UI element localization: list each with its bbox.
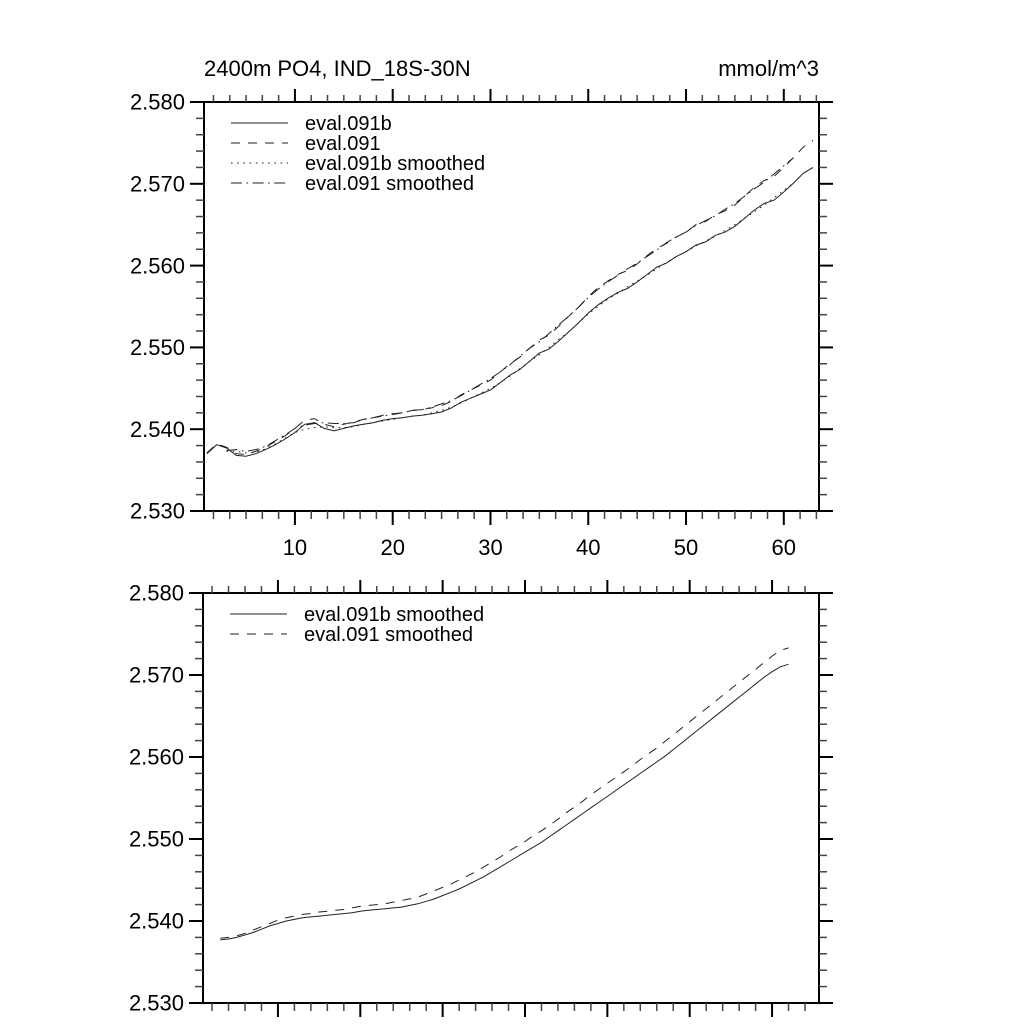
legend-label: eval.091 smoothed — [304, 624, 474, 646]
y-tick-label: 2.540 — [128, 908, 184, 934]
x-tick-label: 30 — [478, 535, 503, 560]
y-tick-label: 2.580 — [129, 89, 185, 115]
chart-title: 2400m PO4, IND_18S-30N — [204, 56, 471, 81]
series-line-eval-091 — [207, 140, 813, 454]
series-line-eval-091-smoothed — [220, 648, 788, 938]
plot-frame — [203, 593, 819, 1003]
y-tick-label: 2.550 — [129, 335, 185, 361]
units-label: mmol/m^3 — [718, 56, 819, 81]
series-line-eval-091b-smoothed — [227, 183, 794, 453]
y-tick-label: 2.560 — [129, 253, 185, 279]
x-tick-label: 40 — [576, 535, 601, 560]
y-tick-label: 2.570 — [128, 662, 184, 688]
legend-label: eval.091b smoothed — [304, 604, 485, 626]
x-tick-label: 10 — [282, 535, 308, 560]
series-line-eval-091b-smoothed — [220, 664, 788, 940]
plot-frame — [204, 102, 819, 511]
legend-label: eval.091b smoothed — [305, 153, 486, 175]
y-tick-label: 2.580 — [128, 580, 184, 606]
x-tick-label: 20 — [380, 535, 405, 560]
y-tick-label: 2.560 — [128, 744, 184, 770]
y-tick-label: 2.530 — [129, 498, 185, 524]
legend-label: eval.091 — [305, 133, 381, 155]
series-line-eval-091-smoothed — [227, 158, 794, 452]
legend-label: eval.091 smoothed — [305, 173, 475, 195]
x-tick-label: 50 — [673, 535, 699, 560]
y-tick-label: 2.570 — [129, 171, 185, 197]
y-tick-label: 2.530 — [128, 990, 184, 1016]
y-tick-label: 2.540 — [129, 416, 185, 442]
legend-label: eval.091b — [305, 113, 392, 135]
y-tick-label: 2.550 — [128, 826, 184, 852]
x-tick-label: 60 — [771, 535, 797, 560]
